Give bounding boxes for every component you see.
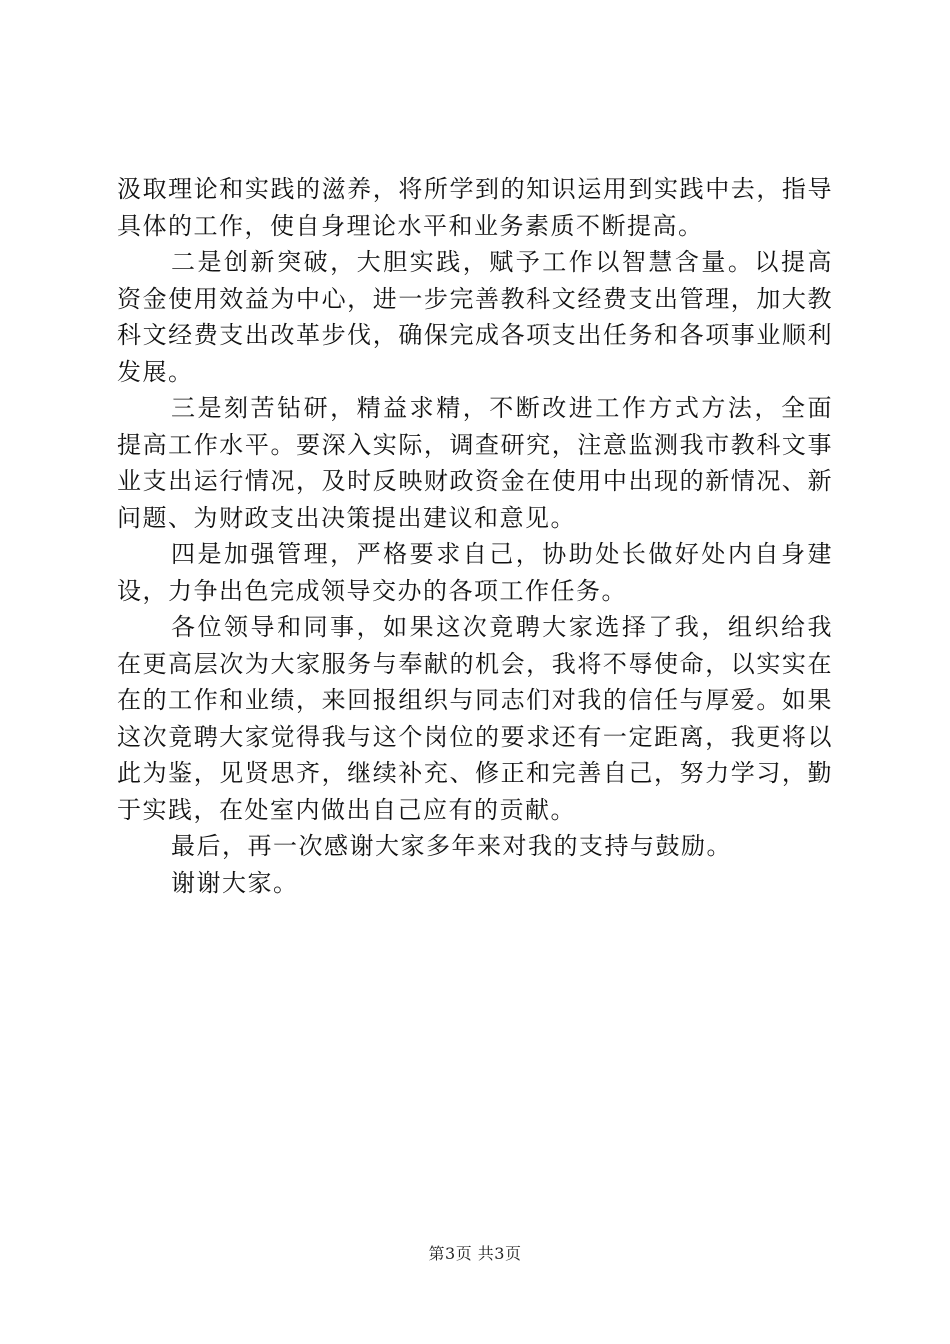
paragraph-5: 各位领导和同事，如果这次竟聘大家选择了我，组织给我在更高层次为大家服务与奉献的机会，我将不辱使命，以实实在在的工作和业绩，来回报组织与同志们对我的信任与厚爱。如果这次竟聘大家觉得我与这个岗位的要求还有一定距离，我更将以此为鉴，见贤思齐，继续补充、修正和完善自己，努力学习，勤于实践，在处室内做出自己应有的贡献。 bbox=[117, 613, 833, 824]
paragraph-3: 三是刻苦钻研，精益求精，不断改进工作方式方法，全面提高工作水平。要深入实际，调查研究，注意监测我市教科文事业支出运行情况，及时反映财政资金在使用中出现的新情况、新问题、为财政支出决策提出建议和意见。 bbox=[117, 394, 833, 532]
paragraph-4: 四是加强管理，严格要求自己，协助处长做好处内自身建设，力争出色完成领导交办的各项工作任务。 bbox=[117, 540, 833, 605]
paragraph-1: 汲取理论和实践的滋养，将所学到的知识运用到实践中去，指导具体的工作，使自身理论水平和业务素质不断提高。 bbox=[117, 175, 833, 240]
paragraph-6: 最后，再一次感谢大家多年来对我的支持与鼓励。 bbox=[171, 832, 732, 860]
page-number-footer: 第3页 共3页 bbox=[428, 1244, 522, 1263]
paragraph-7: 谢谢大家。 bbox=[171, 868, 299, 897]
document-body bbox=[117, 171, 833, 901]
paragraph-2: 二是创新突破，大胆实践，赋予工作以智慧含量。以提高资金使用效益为中心，进一步完善教科文经费支出管理，加大教科文经费支出改革步伐，确保完成各项支出任务和各项事业顺利发展。 bbox=[117, 248, 833, 386]
